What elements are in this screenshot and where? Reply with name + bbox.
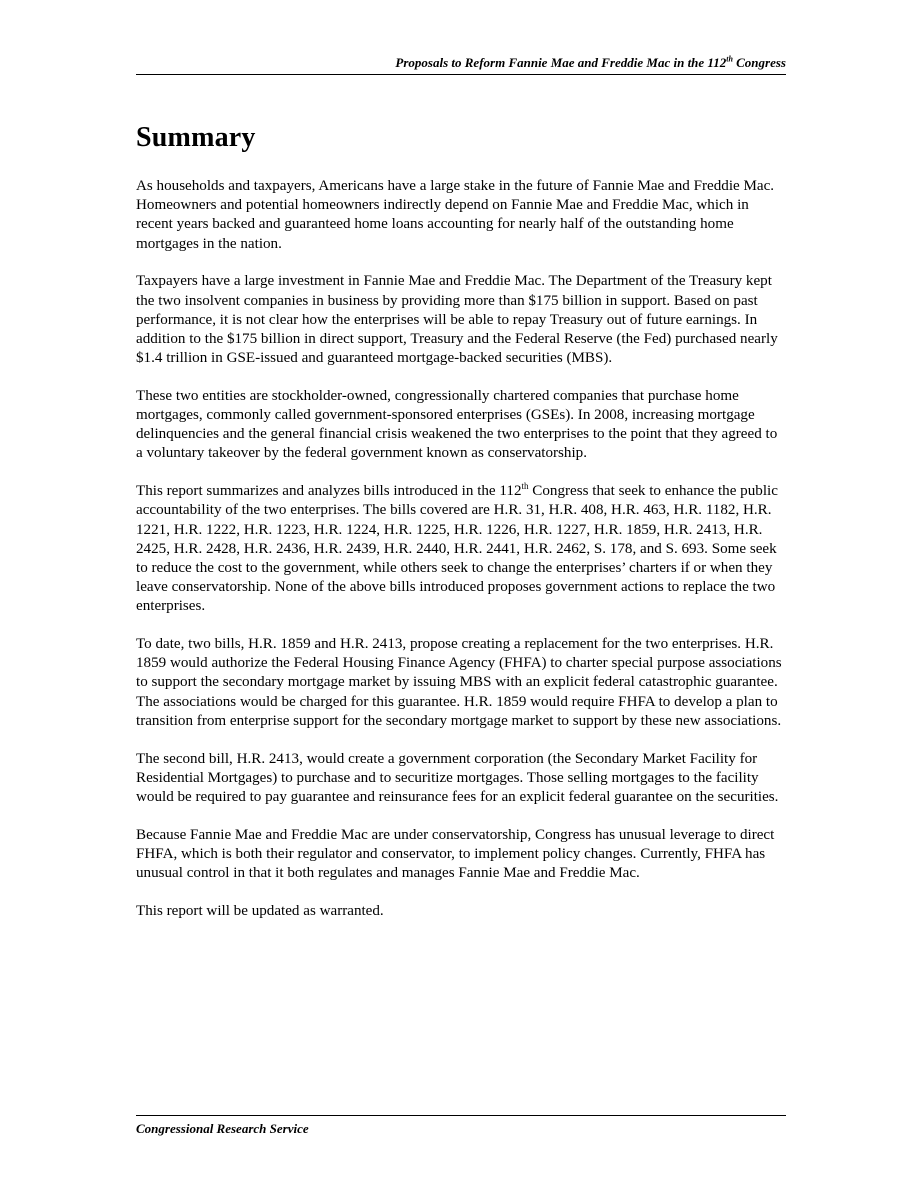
header-title-end: Congress bbox=[732, 55, 786, 70]
paragraph-4-superscript: th bbox=[521, 481, 529, 492]
summary-body bbox=[136, 177, 786, 940]
summary-paragraph-1: As households and taxpayers, Americans have a large stake in the future of Fannie Mae and Freddie Mac. Homeowners and potential homeowners indirectly depend on Fannie Mae and Freddie Mac, which in recent years backed and guaranteed home loans accounting for nearly half of the outstanding home mortgages in the nation. bbox=[136, 178, 775, 252]
paragraph-4-start: This report summarizes and analyzes bills introduced in the 112 bbox=[136, 483, 522, 500]
paragraph-4-rest: Congress that seek to enhance the public accountability of the two enterprises. The bills covered are H.R. 31, H.R. 408, H.R. 463, H.R. 1182, H.R. 1221, H.R. 1222, H.R. 1223, H.R. 1224, H.R. 1225, H.R. 1226, H.R. 1227, H.R. 1859, H.R. 2413, H.R. 2425, H.R. 2428, H.R. 2436, H.R. 2439, H.R. 2440, H.R. 2441, H.R. 2462, S. 178, and S. 693. Some seek to reduce the cost to the government, while others seek to change the enterprises’ charters if or when they leave conservatorship. None of the above bills introduced proposes government actions to replace the two enterprises. bbox=[136, 483, 778, 615]
summary-paragraph-6: The second bill, H.R. 2413, would create a government corporation (the Secondary Market Facility for Residential Mortgages) to purchase and to securitize mortgages. Those selling mortgages to the facility would be required to pay guarantee and reinsurance fees for an explicit federal guarantee on the securities. bbox=[136, 750, 779, 805]
summary-paragraph-4 bbox=[136, 482, 786, 616]
section-title: Summary bbox=[136, 122, 256, 153]
running-header bbox=[136, 55, 786, 75]
summary-paragraph-8: This report will be updated as warranted. bbox=[136, 902, 384, 919]
summary-paragraph-3: These two entities are stockholder-owned, congressionally chartered companies that purchase home mortgages, commonly called government-sponsored enterprises (GSEs). In 2008, increasing mortgage delinquencies and the general financial crisis weakened the two enterprises to the point that they agreed to a voluntary takeover by the federal government known as conservatorship. bbox=[136, 387, 778, 462]
running-footer: Congressional Research Service bbox=[136, 1115, 786, 1137]
summary-paragraph-7: Because Fannie Mae and Freddie Mac are under conservatorship, Congress has unusual leverage to direct FHFA, which is both their regulator and conservator, to implement policy changes. Currently, FHFA has unusual control in that it both regulates and manages Fannie Mae and Freddie Mac. bbox=[136, 826, 775, 882]
header-title-main: Proposals to Reform Fannie Mae and Freddie Mac in the 112 bbox=[395, 55, 727, 70]
header-title-superscript: th bbox=[726, 54, 733, 64]
summary-paragraph-5: To date, two bills, H.R. 1859 and H.R. 2413, propose creating a replacement for the two enterprises. H.R. 1859 would authorize the Federal Housing Finance Agency (FHFA) to charter special purpose associations to support the secondary mortgage market by issuing MBS with an explicit federal catastrophic guarantee. The associations would be charged for this guarantee. H.R. 1859 would require FHFA to develop a plan to transition from enterprise support for the secondary mortgage market to support by these new associations. bbox=[136, 636, 782, 729]
summary-paragraph-2: Taxpayers have a large investment in Fannie Mae and Freddie Mac. The Department of the Treasury kept the two insolvent companies in business by providing more than $175 billion in support. Based on past performance, it is not clear how the enterprises will be able to repay Treasury out of future earnings. In addition to the $175 billion in direct support, Treasury and the Federal Reserve (the Fed) purchased nearly $1.4 trillion in GSE-issued and guaranteed mortgage-backed securities (MBS). bbox=[136, 273, 778, 367]
